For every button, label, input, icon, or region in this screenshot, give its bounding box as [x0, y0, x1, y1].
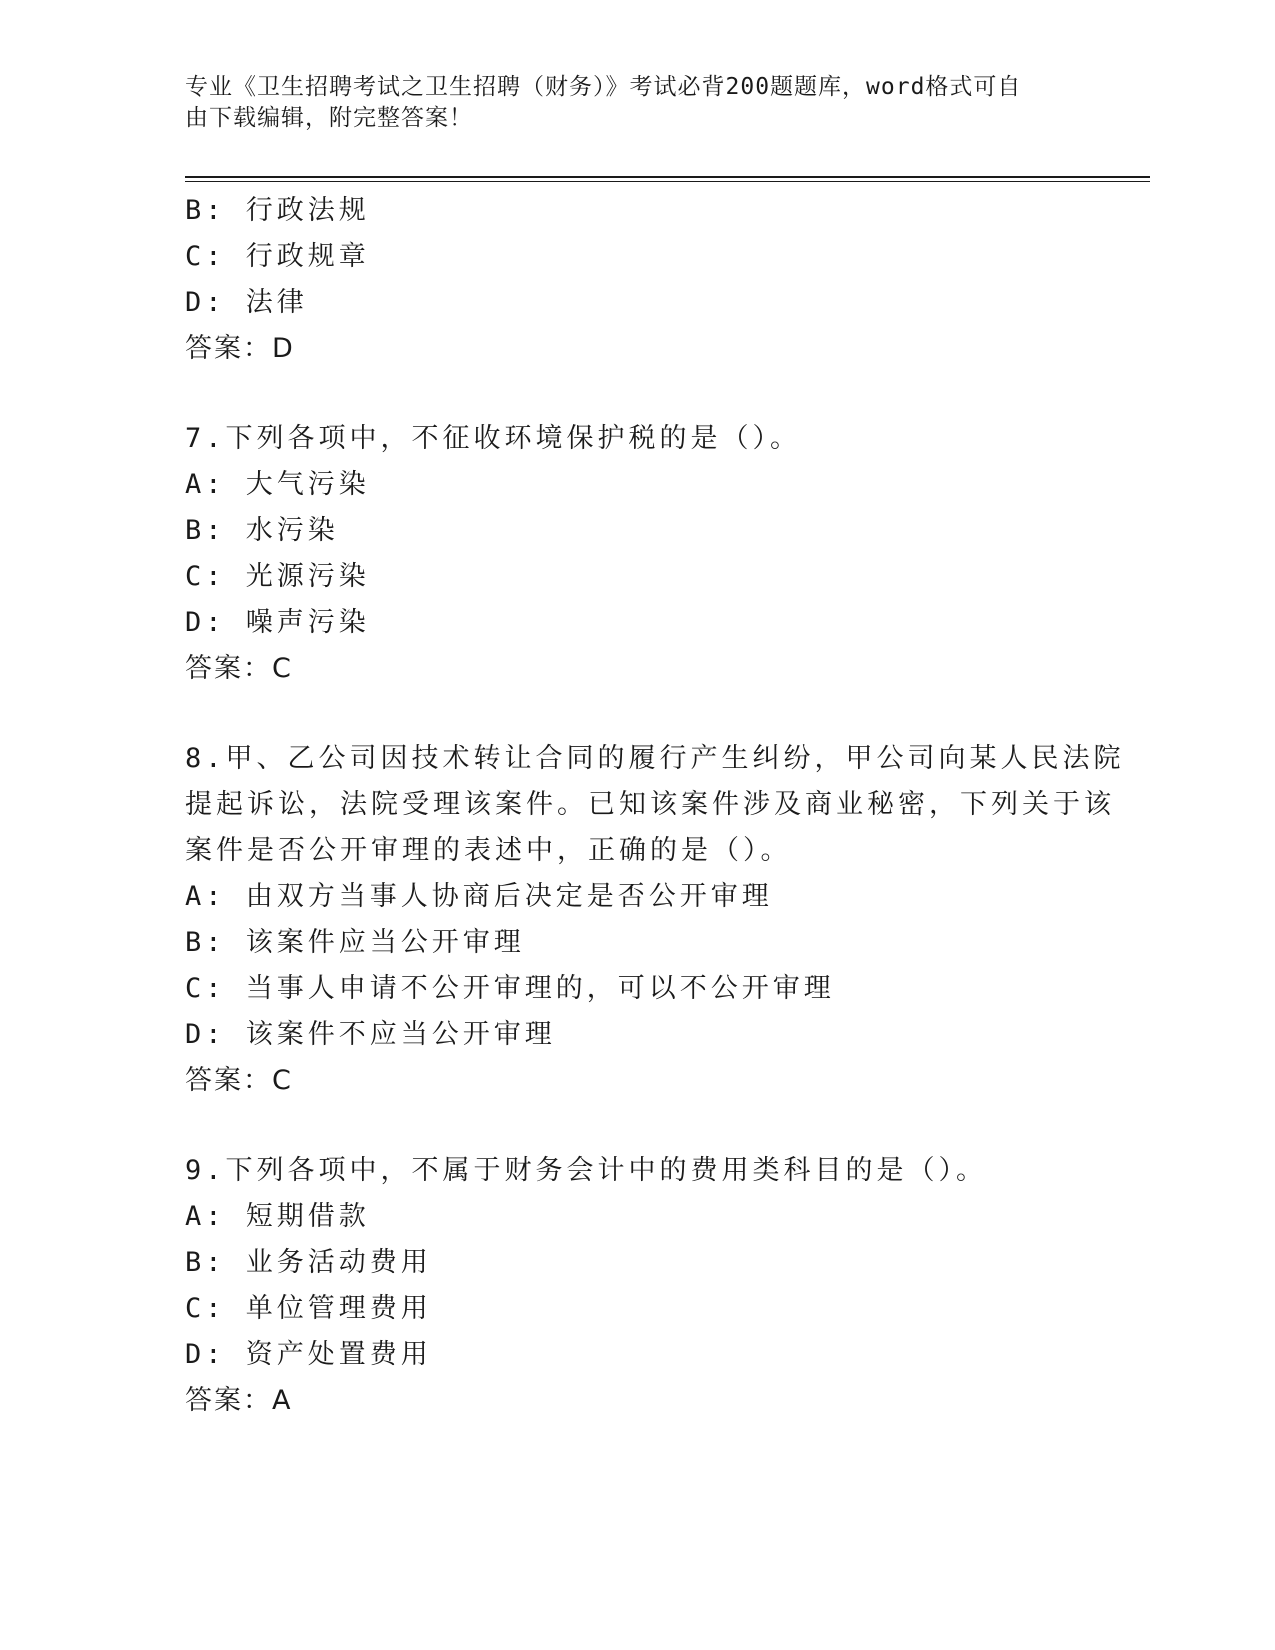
- option-b: B: 该案件应当公开审理: [185, 927, 525, 958]
- header-divider-thin: [185, 181, 1150, 182]
- question-6: [185, 188, 1085, 372]
- spacer: [185, 692, 1085, 736]
- answer-label: 答案：A: [185, 1385, 293, 1416]
- option-c: C: 当事人申请不公开审理的，可以不公开审理: [185, 973, 835, 1004]
- spacer: [185, 1104, 1085, 1148]
- header-divider-thick: [185, 176, 1150, 178]
- question-8: [185, 736, 1125, 1104]
- answer-label: 答案：C: [185, 1065, 293, 1096]
- answer-label: 答案：C: [185, 653, 293, 684]
- question-list: [185, 188, 1125, 1424]
- option-d: D: 法律: [185, 287, 308, 318]
- option-d: D: 噪声污染: [185, 607, 370, 638]
- option-a: A: 大气污染: [185, 469, 370, 500]
- option-d: D: 该案件不应当公开审理: [185, 1019, 556, 1050]
- question-stem-line-2: 提起诉讼，法院受理该案件。已知该案件涉及商业秘密，下列关于该: [185, 789, 1115, 820]
- option-c: C: 单位管理费用: [185, 1293, 432, 1324]
- question-stem: 9.下列各项中，不属于财务会计中的费用类科目的是（）。: [185, 1155, 988, 1186]
- question-stem-line-3: 案件是否公开审理的表述中，正确的是（）。: [185, 835, 792, 866]
- option-a: A: 短期借款: [185, 1201, 370, 1232]
- option-d: D: 资产处置费用: [185, 1339, 432, 1370]
- answer-label: 答案：D: [185, 333, 295, 364]
- document-header: [185, 72, 1065, 134]
- spacer: [185, 372, 1085, 416]
- option-b: B: 水污染: [185, 515, 339, 546]
- question-7: [185, 416, 1085, 692]
- option-a: A: 由双方当事人协商后决定是否公开审理: [185, 881, 773, 912]
- question-stem: 7.下列各项中，不征收环境保护税的是（）。: [185, 423, 802, 454]
- question-9: [185, 1148, 1085, 1424]
- header-line-1: 专业《卫生招聘考试之卫生招聘（财务）》考试必背200题题库，word格式可自: [185, 74, 1022, 100]
- question-stem-line-1: 8.甲、乙公司因技术转让合同的履行产生纠纷，甲公司向某人民法院: [185, 743, 1125, 774]
- option-c: C: 光源污染: [185, 561, 370, 592]
- header-line-2: 由下载编辑，附完整答案！: [185, 105, 473, 131]
- option-c: C: 行政规章: [185, 241, 370, 272]
- option-b: B: 业务活动费用: [185, 1247, 432, 1278]
- option-b: B: 行政法规: [185, 195, 370, 226]
